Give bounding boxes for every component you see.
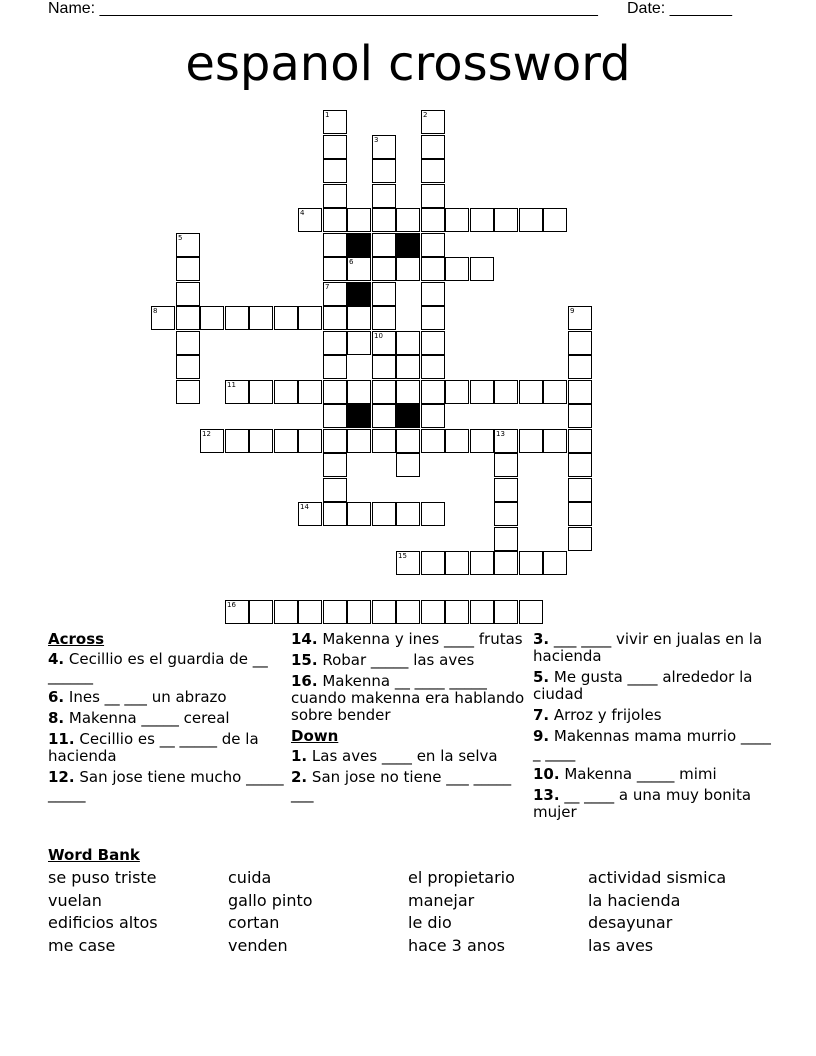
crossword-cell[interactable] [298, 208, 322, 232]
crossword-cell[interactable] [519, 600, 543, 624]
clue-text: Me gusta ____ alrededor la ciudad [533, 668, 753, 703]
crossword-cell[interactable] [470, 551, 494, 575]
clue-across-8 [48, 710, 288, 727]
clue-across-6 [48, 689, 288, 706]
crossword-cell[interactable] [372, 331, 396, 355]
crossword-cell[interactable] [421, 184, 445, 208]
crossword-cell[interactable] [323, 208, 347, 232]
clue-number-label: 6 [349, 258, 354, 266]
crossword-cell[interactable] [372, 380, 396, 404]
crossword-cell[interactable] [494, 502, 518, 526]
crossword-cell[interactable] [519, 551, 543, 575]
crossword-cell[interactable] [568, 306, 592, 330]
clue-text: Makenna _____ mimi [564, 765, 717, 783]
crossword-cell[interactable] [470, 600, 494, 624]
clue-number-label: 14 [300, 503, 309, 511]
crossword-cell[interactable] [519, 380, 543, 404]
crossword-cell[interactable] [347, 380, 371, 404]
crossword-cell[interactable] [568, 331, 592, 355]
clue-down-3 [533, 631, 773, 665]
crossword-cell[interactable] [323, 306, 347, 330]
black-cell [347, 233, 371, 257]
crossword-cell[interactable] [347, 208, 371, 232]
crossword-cell[interactable] [568, 404, 592, 428]
crossword-cell[interactable] [323, 380, 347, 404]
black-cell [396, 233, 420, 257]
clue-across-11 [48, 731, 288, 765]
crossword-cell[interactable] [323, 233, 347, 257]
crossword-cell[interactable] [298, 429, 322, 453]
crossword-cell[interactable] [494, 551, 518, 575]
page-title: espanol crossword [185, 36, 631, 92]
crossword-cell[interactable] [470, 380, 494, 404]
crossword-cell[interactable] [568, 429, 592, 453]
crossword-cell[interactable] [543, 429, 567, 453]
crossword-cell[interactable] [249, 600, 273, 624]
crossword-cell[interactable] [470, 257, 494, 281]
clue-number-label: 7 [325, 283, 330, 291]
crossword-cell[interactable] [323, 404, 347, 428]
clue-number-label: 3 [374, 136, 379, 144]
crossword-cell[interactable] [274, 380, 298, 404]
crossword-cell[interactable] [372, 282, 396, 306]
crossword-cell[interactable] [323, 110, 347, 134]
clue-number-label: 10 [374, 332, 383, 340]
word-bank-item: venden [228, 936, 288, 955]
word-bank-item: el propietario [408, 868, 515, 887]
crossword-cell[interactable] [323, 331, 347, 355]
crossword-cell[interactable] [445, 380, 469, 404]
clue-text: San jose tiene mucho _____ _____ [48, 768, 284, 803]
crossword-cell[interactable] [421, 331, 445, 355]
clue-text: __ ____ a una muy bonita mujer [533, 786, 752, 821]
crossword-cell[interactable] [445, 600, 469, 624]
crossword-cell[interactable] [568, 478, 592, 502]
crossword-cell[interactable] [372, 208, 396, 232]
crossword-cell[interactable] [176, 331, 200, 355]
clue-number: 15. [291, 651, 318, 669]
crossword-cell[interactable] [372, 306, 396, 330]
clue-number: 12. [48, 768, 75, 786]
clue-number-label: 4 [300, 209, 305, 217]
clues-column-2 [291, 631, 531, 807]
clue-across-16 [291, 673, 531, 724]
clue-number-label: 16 [227, 601, 236, 609]
crossword-cell[interactable] [176, 380, 200, 404]
clue-across-14 [291, 631, 531, 648]
crossword-cell[interactable] [494, 380, 518, 404]
crossword-cell[interactable] [176, 257, 200, 281]
crossword-cell[interactable] [225, 380, 249, 404]
crossword-cell[interactable] [543, 380, 567, 404]
crossword-cell[interactable] [323, 184, 347, 208]
word-bank-item: la hacienda [588, 891, 681, 910]
crossword-cell[interactable] [421, 404, 445, 428]
crossword-cell[interactable] [421, 233, 445, 257]
crossword-cell[interactable] [421, 135, 445, 159]
clue-number: 9. [533, 727, 550, 745]
crossword-cell[interactable] [298, 600, 322, 624]
clues-column-3 [533, 631, 773, 825]
clue-number: 3. [533, 630, 550, 648]
crossword-cell[interactable] [200, 306, 224, 330]
word-bank-item: edificios altos [48, 913, 158, 932]
clue-text: Cecillio es el guardia de __ ______ [48, 650, 268, 685]
crossword-cell[interactable] [568, 355, 592, 379]
crossword-cell[interactable] [421, 355, 445, 379]
crossword-cell[interactable] [323, 478, 347, 502]
crossword-cell[interactable] [494, 527, 518, 551]
clue-text: Las aves ____ en la selva [311, 747, 498, 765]
clue-across-12 [48, 769, 288, 803]
clue-number-label: 9 [570, 307, 575, 315]
crossword-cell[interactable] [396, 453, 420, 477]
crossword-cell[interactable] [372, 257, 396, 281]
crossword-cell[interactable] [323, 135, 347, 159]
crossword-cell[interactable] [323, 159, 347, 183]
crossword-cell[interactable] [396, 257, 420, 281]
crossword-cell[interactable] [543, 208, 567, 232]
clue-number-label: 13 [496, 430, 505, 438]
clues-column-1 [48, 631, 288, 807]
clue-across-4 [48, 651, 288, 685]
crossword-cell[interactable] [445, 551, 469, 575]
crossword-cell[interactable] [421, 502, 445, 526]
crossword-cell[interactable] [298, 502, 322, 526]
crossword-cell[interactable] [151, 306, 175, 330]
crossword-cell[interactable] [225, 306, 249, 330]
down-heading: Down [291, 727, 339, 745]
clue-number: 10. [533, 765, 560, 783]
word-bank-item: se puso triste [48, 868, 157, 887]
name-field[interactable]: Name: ________________________________________________________ [48, 0, 598, 17]
crossword-cell[interactable] [225, 600, 249, 624]
crossword-cell[interactable] [298, 306, 322, 330]
crossword-cell[interactable] [396, 208, 420, 232]
clue-number-label: 12 [202, 430, 211, 438]
word-bank-item: hace 3 anos [408, 936, 506, 955]
crossword-cell[interactable] [470, 208, 494, 232]
clue-number-label: 11 [227, 381, 236, 389]
crossword-cell[interactable] [543, 551, 567, 575]
clue-number: 8. [48, 709, 65, 727]
clue-text: ___ ____ vivir en jualas en la hacienda [533, 630, 763, 665]
crossword-cell[interactable] [519, 429, 543, 453]
black-cell [347, 404, 371, 428]
crossword-cell[interactable] [421, 429, 445, 453]
crossword-cell[interactable] [421, 208, 445, 232]
crossword-cell[interactable] [421, 159, 445, 183]
word-bank-item: desayunar [588, 913, 673, 932]
crossword-cell[interactable] [347, 306, 371, 330]
clue-down-10 [533, 766, 773, 783]
crossword-cell[interactable] [372, 159, 396, 183]
crossword-cell[interactable] [445, 429, 469, 453]
crossword-cell[interactable] [568, 502, 592, 526]
clue-number: 4. [48, 650, 65, 668]
crossword-cell[interactable] [396, 355, 420, 379]
crossword-cell[interactable] [372, 184, 396, 208]
clue-text: Makenna __ ____ _____ cuando makenna era hablando sobre bender [291, 672, 525, 724]
black-cell [396, 404, 420, 428]
crossword-cell[interactable] [347, 429, 371, 453]
crossword-cell[interactable] [323, 355, 347, 379]
crossword-cell[interactable] [470, 429, 494, 453]
clue-number-label: 15 [398, 552, 407, 560]
crossword-cell[interactable] [372, 135, 396, 159]
clue-number: 6. [48, 688, 65, 706]
clue-number: 13. [533, 786, 560, 804]
crossword-cell[interactable] [200, 429, 224, 453]
crossword-cell[interactable] [249, 429, 273, 453]
word-bank-item: las aves [588, 936, 654, 955]
clue-number-label: 1 [325, 111, 330, 119]
clue-number: 11. [48, 730, 75, 748]
clue-down-1 [291, 748, 531, 765]
crossword-cell[interactable] [225, 429, 249, 453]
clue-text: Cecillio es __ _____ de la hacienda [48, 730, 259, 765]
clue-text: Makennas mama murrio ____ _ ____ [533, 727, 771, 762]
crossword-cell[interactable] [347, 600, 371, 624]
crossword-cell[interactable] [396, 429, 420, 453]
crossword-cell[interactable] [519, 208, 543, 232]
crossword-cell[interactable] [396, 600, 420, 624]
word-bank-item: manejar [408, 891, 475, 910]
clue-down-7 [533, 707, 773, 724]
crossword-cell[interactable] [372, 233, 396, 257]
crossword-cell[interactable] [421, 282, 445, 306]
word-bank-item: gallo pinto [228, 891, 313, 910]
date-field[interactable]: Date: _______ [627, 0, 732, 17]
crossword-cell[interactable] [176, 306, 200, 330]
crossword-cell[interactable] [396, 502, 420, 526]
clue-down-9 [533, 728, 773, 762]
clue-text: Arroz y frijoles [553, 706, 662, 724]
crossword-cell[interactable] [347, 257, 371, 281]
word-bank-title: Word Bank [48, 846, 140, 864]
clue-number: 2. [291, 768, 308, 786]
crossword-cell[interactable] [396, 331, 420, 355]
word-bank-item: le dio [408, 913, 452, 932]
crossword-cell[interactable] [347, 502, 371, 526]
crossword-cell[interactable] [421, 306, 445, 330]
crossword-cell[interactable] [274, 429, 298, 453]
crossword-cell[interactable] [494, 208, 518, 232]
word-bank-item: me case [48, 936, 116, 955]
clue-number: 1. [291, 747, 308, 765]
clue-text: Makenna y ines ____ frutas [322, 630, 523, 648]
crossword-cell[interactable] [323, 502, 347, 526]
black-cell [347, 282, 371, 306]
crossword-cell[interactable] [372, 355, 396, 379]
crossword-cell[interactable] [494, 453, 518, 477]
crossword-cell[interactable] [372, 502, 396, 526]
crossword-cell[interactable] [372, 429, 396, 453]
crossword-cell[interactable] [249, 380, 273, 404]
crossword-cell[interactable] [568, 453, 592, 477]
crossword-cell[interactable] [421, 600, 445, 624]
clue-number-label: 5 [178, 234, 183, 242]
crossword-cell[interactable] [323, 429, 347, 453]
across-heading: Across [48, 630, 105, 648]
crossword-cell[interactable] [396, 380, 420, 404]
crossword-cell[interactable] [298, 380, 322, 404]
clue-text: San jose no tiene ___ _____ ___ [291, 768, 512, 803]
crossword-cell[interactable] [494, 600, 518, 624]
clue-number: 16. [291, 672, 318, 690]
word-bank-item: actividad sismica [588, 868, 727, 887]
crossword-cell[interactable] [323, 282, 347, 306]
crossword-cell[interactable] [176, 282, 200, 306]
crossword-cell[interactable] [421, 380, 445, 404]
crossword-cell[interactable] [445, 208, 469, 232]
clue-number: 14. [291, 630, 318, 648]
word-bank-item: vuelan [48, 891, 102, 910]
clue-number: 7. [533, 706, 550, 724]
clue-number: 5. [533, 668, 550, 686]
clue-text: Robar _____ las aves [322, 651, 475, 669]
crossword-cell[interactable] [421, 110, 445, 134]
crossword-cell[interactable] [494, 478, 518, 502]
clue-down-5 [533, 669, 773, 703]
word-bank-item: cuida [228, 868, 272, 887]
clue-down-13 [533, 787, 773, 821]
clue-number-label: 2 [423, 111, 428, 119]
crossword-cell[interactable] [568, 380, 592, 404]
crossword-cell[interactable] [274, 600, 298, 624]
crossword-cell[interactable] [249, 306, 273, 330]
clue-down-2 [291, 769, 531, 803]
crossword-cell[interactable] [323, 453, 347, 477]
crossword-cell[interactable] [568, 527, 592, 551]
crossword-cell[interactable] [421, 551, 445, 575]
crossword-cell[interactable] [372, 404, 396, 428]
word-bank-item: cortan [228, 913, 280, 932]
crossword-cell[interactable] [274, 306, 298, 330]
crossword-cell[interactable] [323, 257, 347, 281]
clue-number-label: 8 [153, 307, 158, 315]
crossword-cell[interactable] [323, 600, 347, 624]
clue-across-15 [291, 652, 531, 669]
crossword-cell[interactable] [176, 233, 200, 257]
crossword-cell[interactable] [445, 257, 469, 281]
clue-text: Ines __ ___ un abrazo [68, 688, 227, 706]
crossword-cell[interactable] [421, 257, 445, 281]
crossword-cell[interactable] [372, 600, 396, 624]
crossword-cell[interactable] [347, 331, 371, 355]
crossword-cell[interactable] [396, 551, 420, 575]
crossword-cell[interactable] [494, 429, 518, 453]
clue-text: Makenna _____ cereal [68, 709, 230, 727]
crossword-cell[interactable] [176, 355, 200, 379]
